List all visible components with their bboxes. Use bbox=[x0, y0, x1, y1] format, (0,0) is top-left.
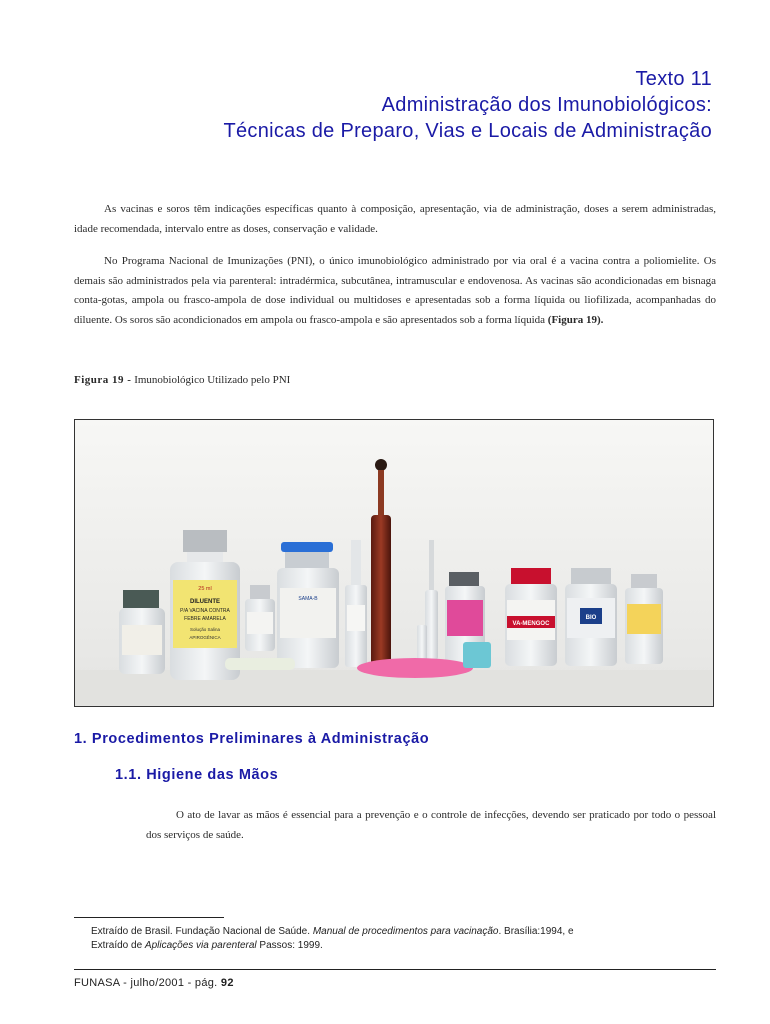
page-title-block bbox=[223, 66, 712, 144]
ampoule-amber bbox=[371, 459, 391, 665]
vial-yellow-right bbox=[625, 574, 663, 664]
page-number: 92 bbox=[220, 977, 234, 989]
vial-label-mid: SAMA-B bbox=[298, 596, 318, 602]
footer-rule bbox=[74, 969, 716, 970]
intro-paragraph-2 bbox=[74, 252, 716, 330]
vial-small-left bbox=[119, 590, 165, 674]
section-1-1-heading: 1.1. Higiene das Mãos bbox=[115, 767, 279, 783]
vial-label-bio: BIO bbox=[585, 615, 597, 621]
vial-meningo bbox=[505, 568, 557, 666]
figure-photo bbox=[74, 419, 714, 707]
page-footer bbox=[74, 977, 234, 989]
footnote-2c: Passos: 1999. bbox=[256, 940, 323, 951]
section-1-heading: 1. Procedimentos Preliminares à Administração bbox=[74, 731, 430, 747]
vial-label-volume: 25 ml bbox=[198, 586, 212, 592]
footnote-1b: Manual de procedimentos para vacinação bbox=[312, 926, 499, 937]
chapter-title: Administração dos Imunobiológicos: bbox=[381, 94, 712, 116]
text-number: Texto 11 bbox=[635, 68, 712, 90]
vial-label-line3: P/A VACINA CONTRA bbox=[180, 608, 230, 614]
footnote-2a: Extraído de bbox=[91, 940, 145, 951]
footnote-line-1 bbox=[91, 925, 574, 939]
footnote-2b: Aplicações via parenteral bbox=[144, 940, 257, 951]
vial-label-diluent: DILUENTE bbox=[190, 599, 220, 605]
footnote bbox=[91, 925, 574, 953]
vials-illustration bbox=[75, 420, 712, 705]
intro-paragraph-2-text: No Programa Nacional de Imunizações (PNI), o único imunobiológico administrado por via oral é a vacina contra a poliomielite. Os demais são administrados pela via parenteral: intradérmica, subcutânea, intramuscular e endovenosa. As vacinas são acondicionadas em bisnaga conta-gotas, ampola ou frasco-ampola de dose individual ou multidoses e apresentadas sob a forma líquida ou liofilizada, acompanhadas do diluente. Os soros são acondicionados em ampola ou frasco-ampola e são apresentados sob a forma líquida bbox=[74, 255, 716, 326]
section-1-1-paragraph bbox=[146, 806, 716, 845]
chapter-subtitle: Técnicas de Preparo, Vias e Locais de Administração bbox=[223, 120, 712, 142]
vial-diluent bbox=[170, 530, 240, 680]
vial-label-meningo: VA-MENGOC bbox=[512, 621, 550, 627]
intro-paragraph-1-text: As vacinas e soros têm indicações específicas quanto à composição, apresentação, via de administração, doses a serem administradas, idade recomendada, intervalo entre as doses, conservação e validade. bbox=[74, 203, 716, 235]
ampoule-thin bbox=[417, 540, 438, 660]
footnote-rule bbox=[74, 917, 224, 918]
intro-paragraph-1 bbox=[74, 200, 716, 239]
vial-label-line6: APIROGÊNICA bbox=[189, 635, 221, 640]
ampoule-lying bbox=[225, 658, 295, 670]
vial-bio bbox=[565, 568, 617, 666]
footnote-1c: . Brasília:1994, e bbox=[498, 926, 574, 937]
figure-label: Figura 19 - bbox=[74, 374, 132, 386]
figure-caption-text: Imunobiológico Utilizado pelo PNI bbox=[134, 374, 291, 386]
figure-caption bbox=[74, 374, 290, 386]
vial-label-line4: FEBRE AMARELA bbox=[184, 616, 226, 622]
footnote-1a: Extraído de Brasil. Fundação Nacional de Saúde. bbox=[91, 926, 313, 937]
vial-label-line5: Solução Salina bbox=[189, 627, 221, 632]
footnote-line-2 bbox=[91, 939, 574, 953]
vial-small-red bbox=[245, 585, 275, 651]
figure-reference: (Figura 19). bbox=[547, 313, 604, 326]
footer-text: FUNASA - julho/2001 - pág. bbox=[74, 977, 221, 989]
ampoule-clear bbox=[345, 540, 367, 667]
section-1-1-text: O ato de lavar as mãos é essencial para a prevenção e o controle de infecções, devendo ser praticado por todo o pessoal dos serviços de saúde. bbox=[146, 809, 716, 841]
vial-blue-cap bbox=[277, 542, 339, 668]
